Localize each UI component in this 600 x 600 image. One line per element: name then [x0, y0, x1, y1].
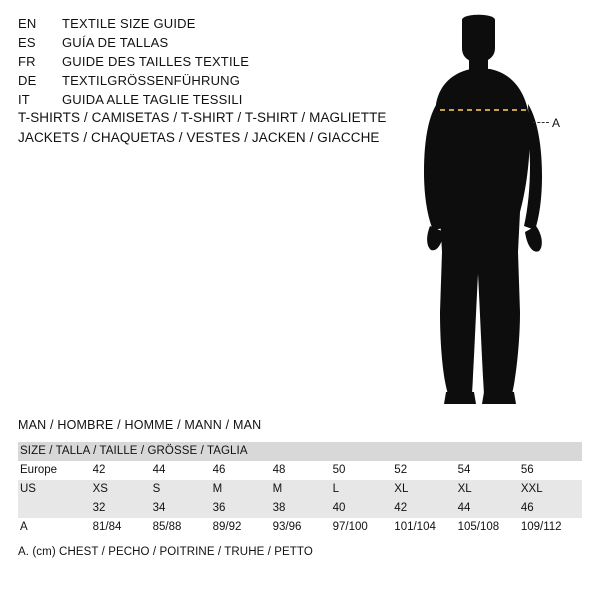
table-cell: 97/100 — [331, 518, 393, 537]
table-cell: 46 — [519, 499, 582, 518]
table-header-label: SIZE / TALLA / TAILLE / GRÖSSE / TAGLIA — [18, 442, 582, 461]
section-label-man: MAN / HOMBRE / HOMME / MANN / MAN — [18, 418, 262, 432]
footnote-chest: A. (cm) CHEST / PECHO / POITRINE / TRUHE / PETTO — [18, 546, 313, 558]
table-cell: 32 — [91, 499, 151, 518]
table-cell: 42 — [392, 499, 455, 518]
table-cell: 48 — [271, 461, 331, 480]
size-table-wrapper — [18, 442, 582, 537]
table-cell: 89/92 — [211, 518, 271, 537]
row-label — [18, 499, 91, 518]
table-row — [18, 499, 582, 518]
table-cell: 101/104 — [392, 518, 455, 537]
row-label: Europe — [18, 461, 91, 480]
table-cell: 50 — [331, 461, 393, 480]
table-cell: 34 — [151, 499, 211, 518]
table-cell: XL — [392, 480, 455, 499]
language-row — [18, 92, 388, 111]
mannequin-figure — [400, 12, 600, 412]
language-list — [18, 16, 388, 111]
table-cell: 52 — [392, 461, 455, 480]
row-label: US — [18, 480, 91, 499]
table-row — [18, 461, 582, 480]
table-cell: XXL — [519, 480, 582, 499]
table-cell: 36 — [211, 499, 271, 518]
table-cell: 81/84 — [91, 518, 151, 537]
table-cell: 54 — [456, 461, 519, 480]
language-code: FR — [18, 54, 36, 69]
table-cell: 56 — [519, 461, 582, 480]
language-title: TEXTILGRÖSSENFÜHRUNG — [62, 73, 241, 88]
table-row — [18, 480, 582, 499]
table-row — [18, 518, 582, 537]
table-cell: 40 — [331, 499, 393, 518]
language-row — [18, 54, 388, 73]
table-cell: XS — [91, 480, 151, 499]
language-title: GUIDE DES TAILLES TEXTILE — [62, 54, 250, 69]
language-code: DE — [18, 73, 37, 88]
table-cell: M — [271, 480, 331, 499]
table-header-row — [18, 442, 582, 461]
language-row — [18, 35, 388, 54]
table-cell: XL — [456, 480, 519, 499]
table-cell: 105/108 — [456, 518, 519, 537]
language-row — [18, 73, 388, 92]
table-cell: 85/88 — [151, 518, 211, 537]
language-title: TEXTILE SIZE GUIDE — [62, 16, 196, 31]
language-title: GUIDA ALLE TAGLIE TESSILI — [62, 92, 243, 107]
table-cell: M — [211, 480, 271, 499]
table-cell: 109/112 — [519, 518, 582, 537]
category-jackets: JACKETS / CHAQUETAS / VESTES / JACKEN / GIACCHE — [18, 130, 380, 145]
table-cell: 42 — [91, 461, 151, 480]
table-cell: 44 — [151, 461, 211, 480]
man-silhouette-icon — [400, 12, 600, 412]
category-list — [18, 110, 438, 150]
category-tshirts: T-SHIRTS / CAMISETAS / T-SHIRT / T-SHIRT / MAGLIETTE — [18, 110, 387, 125]
language-title: GUÍA DE TALLAS — [62, 35, 169, 50]
measure-label-a: A — [552, 116, 561, 130]
table-cell: 44 — [456, 499, 519, 518]
language-code: IT — [18, 92, 30, 107]
table-cell: 93/96 — [271, 518, 331, 537]
size-table — [18, 442, 582, 537]
row-label: A — [18, 518, 91, 537]
language-code: ES — [18, 35, 36, 50]
language-row — [18, 16, 388, 35]
table-cell: 46 — [211, 461, 271, 480]
table-cell: 38 — [271, 499, 331, 518]
language-code: EN — [18, 16, 37, 31]
table-cell: S — [151, 480, 211, 499]
measure-leader-line — [533, 122, 549, 123]
table-cell: L — [331, 480, 393, 499]
